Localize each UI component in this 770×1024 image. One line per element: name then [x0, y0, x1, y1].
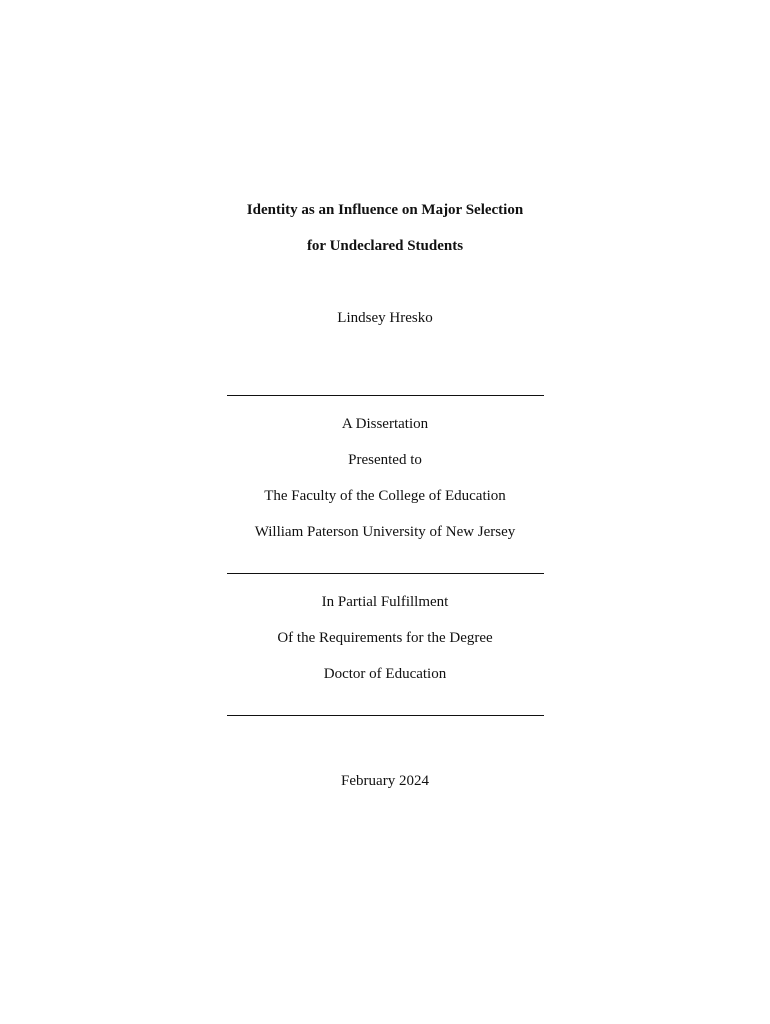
divider-1 — [227, 395, 544, 396]
presentation-line-3: The Faculty of the College of Education — [264, 488, 506, 504]
fulfillment-line-2: Of the Requirements for the Degree — [277, 630, 493, 646]
title-line-1: Identity as an Influence on Major Selection — [246, 202, 524, 218]
presentation-line-2: Presented to — [348, 452, 422, 468]
presentation-line-4: William Paterson University of New Jersey — [254, 524, 516, 540]
divider-2 — [227, 573, 544, 574]
fulfillment-line-3: Doctor of Education — [323, 666, 447, 682]
fulfillment-line-1: In Partial Fulfillment — [321, 594, 449, 610]
date: February 2024 — [341, 773, 429, 789]
author-name: Lindsey Hresko — [337, 310, 433, 326]
title-line-2: for Undeclared Students — [306, 238, 464, 254]
divider-3 — [227, 715, 544, 716]
presentation-line-1: A Dissertation — [341, 416, 429, 432]
